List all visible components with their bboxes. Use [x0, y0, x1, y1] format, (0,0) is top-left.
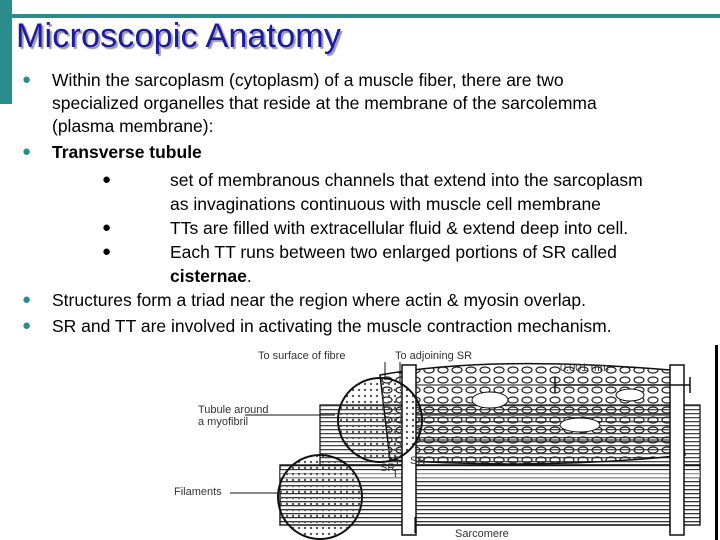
muscle-fiber-diagram [170, 345, 710, 540]
label-t-2: T [392, 468, 399, 480]
left-accent-bar [0, 0, 12, 104]
sub-bullet-2-line-1: TTs are filled with extracellular fluid & extend deep into cell. [170, 218, 629, 238]
bullet-dot-icon: ● [22, 71, 32, 88]
label-scale: 0.001 mm [560, 362, 609, 374]
sub-bullet-dot-icon: ● [102, 243, 112, 260]
label-tubule-line-1: Tubule around [198, 404, 269, 416]
label-to-surface: To surface of fibre [258, 350, 346, 362]
label-filaments: Filaments [174, 486, 222, 498]
sub-bullet-3-period: . [246, 266, 252, 286]
sub-bullet-dot-icon: ● [102, 219, 112, 236]
bullet-3-line-1: Structures form a triad near the region where actin & myosin overlap. [52, 290, 586, 310]
figure-right-border [715, 345, 718, 540]
bullet-1-line-3: (plasma membrane): [52, 116, 214, 136]
bullet-4-line-1: SR and TT are involved in activating the muscle contraction mechanism. [52, 316, 612, 336]
bullet-1-line-2: specialized organelles that reside at the membrane of the sarcolemma [52, 93, 597, 113]
cisternae-term: cisternae [170, 266, 247, 286]
sub-bullet-dot-icon: ● [102, 171, 112, 188]
sub-bullet-3-line-1: Each TT runs between two enlarged portions of SR called [170, 242, 617, 262]
bullet-1-line-1: Within the sarcoplasm (cytoplasm) of a muscle fiber, there are two [52, 70, 564, 90]
sub-bullet-1-line-2: as invaginations continuous with muscle cell membrane [170, 194, 601, 214]
label-t: T [394, 455, 401, 467]
sub-bullet-3-line-2 [170, 264, 252, 288]
label-sr: SR [410, 455, 426, 467]
bullet-dot-icon: ● [22, 317, 32, 334]
bullet-dot-icon: ● [22, 143, 32, 160]
label-to-adjoining-sr: To adjoining SR [395, 350, 473, 362]
label-sarcomere: Sarcomere [455, 528, 509, 540]
bullet-dot-icon: ● [22, 291, 32, 308]
label-sr-2: SR [380, 462, 396, 474]
sarcoplasmic-reticulum-mesh [380, 364, 685, 464]
page-title: Microscopic Anatomy [16, 17, 342, 55]
bullet-2-transverse-tubule: Transverse tubule [52, 142, 202, 162]
label-tubule-line-2: a myofibril [198, 416, 249, 428]
sub-bullet-1-line-1: set of membranous channels that extend into the sarcoplasm [170, 170, 643, 190]
